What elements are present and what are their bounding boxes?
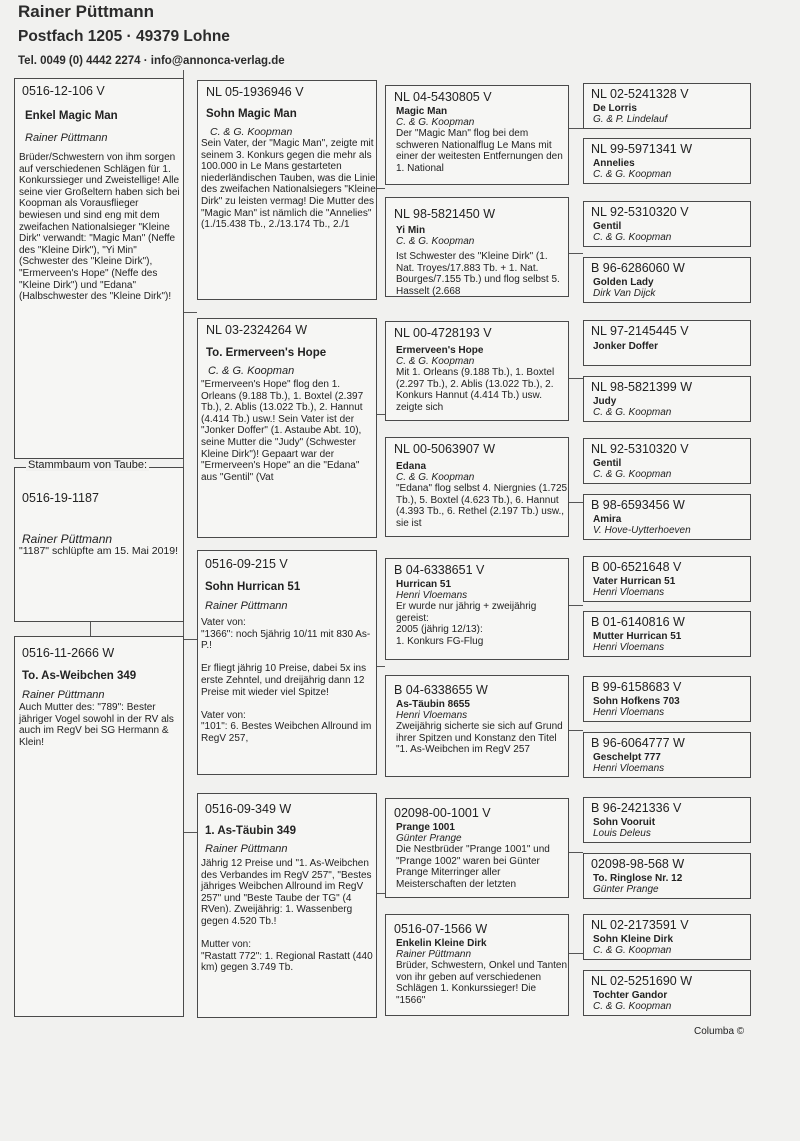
fm-name: To. Ermerveen's Hope <box>206 347 327 359</box>
father-ring: 0516-12-106 V <box>22 84 105 98</box>
g3-card-3 <box>385 321 569 421</box>
g4-ring: NL 97-2145445 V <box>591 324 689 338</box>
g4-owner: C. & G. Koopman <box>593 169 672 180</box>
pedigree-caption: Stammbaum von Taube: <box>28 459 148 471</box>
g4-ring: B 98-6593456 W <box>591 498 685 512</box>
g4-card-15 <box>583 914 751 960</box>
g4-name: Vater Hurrican 51 <box>593 576 676 587</box>
copyright-footer: Columba © <box>694 1026 745 1037</box>
ff-name: Sohn Magic Man <box>206 108 297 120</box>
g3-ring: 0516-07-1566 W <box>394 922 488 936</box>
g3-ring: NL 00-4728193 V <box>394 326 492 340</box>
g3-owner: C. & G. Koopman <box>396 236 475 247</box>
g3-card-4 <box>385 437 569 537</box>
g3-name: Edana <box>396 461 427 472</box>
g4-name: Annelies <box>593 158 635 169</box>
g3-owner: Henri Vloemans <box>396 710 468 721</box>
g4-owner: Dirk Van Dijck <box>593 288 656 299</box>
g4-name: Sohn Vooruit <box>593 817 656 828</box>
mother-owner: Rainer Püttmann <box>22 689 105 701</box>
g3-owner: C. & G. Koopman <box>396 117 475 128</box>
g4-owner: Henri Vloemans <box>593 707 665 718</box>
g4-card-10 <box>583 611 751 657</box>
g4-owner: C. & G. Koopman <box>593 232 672 243</box>
g4-ring: B 96-6286060 W <box>591 261 685 275</box>
g4-owner: Henri Vloemans <box>593 763 665 774</box>
ff-card <box>197 80 377 300</box>
g4-owner: C. & G. Koopman <box>593 945 672 956</box>
g4-name: Geschelpt 777 <box>593 752 661 763</box>
father-text: Brüder/Schwestern von ihm sorgen auf verschiedenen Schlägen für 1. Konkurssieger und Zweistellige! Alle seine vier Großeltern haben sich bei Koopman als Vorausflieger bewiesen und sind eng mit dem zweifachen Nationalsieger "Kleine Dirk" verwandt: "Magic Man" (Neffe des "Kleine Dirk"), "Yi Min" (Schwester des "Kleine Dirk"), "Ermerveen's Hope" (Neffe des "Kleine Dirk") und "Edana" (Halbschwester des "Kleine Dirk")! <box>19 152 180 303</box>
g3-text: Er wurde nur jährig + zweijährig gereist: 2005 (jährig 12/13): 1. Konkurs FG-Flug <box>396 601 537 647</box>
breeder-name: Rainer Püttmann <box>18 2 155 21</box>
g4-ring: B 96-6064777 W <box>591 736 685 750</box>
g3-ring: NL 04-5430805 V <box>394 90 492 104</box>
mm-owner: Rainer Püttmann <box>205 843 288 855</box>
g3-ring: NL 00-5063907 W <box>394 442 495 456</box>
g4-card-13 <box>583 797 751 843</box>
mm-text: Jährig 12 Preise und "1. As-Weibchen des Verbandes im RegV 257", "Bestes jähriges Weibchen Allround im RegV 257" und "Beste Taube der TG" (4 RVen). Zweijährig: 1. Wassenberg gegen 4.520 Tb.! Mutter von: "Rastatt 772": 1. Regional Rastatt (440 km) gegen 3.749 Tb. <box>201 858 373 974</box>
g4-name: Tochter Gandor <box>593 990 668 1001</box>
g4-card-11 <box>583 676 751 722</box>
g4-card-1 <box>583 83 751 129</box>
g3-text: Die Nestbrüder "Prange 1001" und "Prange 1002" waren bei Günter Prange Miterringer aller Meisterschaften der letzten <box>396 844 550 890</box>
g4-card-12 <box>583 732 751 778</box>
g4-name: To. Ringlose Nr. 12 <box>593 873 683 884</box>
g4-card-4 <box>583 257 751 303</box>
g3-card-6 <box>385 675 569 777</box>
mother-name: To. As-Weibchen 349 <box>22 670 137 682</box>
pigeon-text: "1187" schlüpfte am 15. Mai 2019! <box>19 545 179 557</box>
fm-ring: NL 03-2324264 W <box>206 323 307 337</box>
breeder-address: Postfach 1205 · 49379 Lohne <box>18 28 230 45</box>
g4-owner: V. Hove-Uytterhoeven <box>593 525 691 536</box>
g3-name: Ermerveen's Hope <box>396 345 484 356</box>
g3-owner: Rainer Püttmann <box>396 949 472 960</box>
g4-card-16 <box>583 970 751 1016</box>
mf-owner: Rainer Püttmann <box>205 600 288 612</box>
g4-card-3 <box>583 201 751 247</box>
g4-ring: NL 98-5821399 W <box>591 380 692 394</box>
g4-owner: C. & G. Koopman <box>593 1001 672 1012</box>
g3-ring: B 04-6338651 V <box>394 563 485 577</box>
g4-card-7 <box>583 438 751 484</box>
g4-ring: B 99-6158683 V <box>591 680 682 694</box>
g4-card-14 <box>583 853 751 899</box>
g4-card-8 <box>583 494 751 540</box>
g4-owner: Henri Vloemans <box>593 587 665 598</box>
g3-ring: 02098-00-1001 V <box>394 806 491 820</box>
g4-name: Sohn Hofkens 703 <box>593 696 680 707</box>
g4-ring: NL 99-5971341 W <box>591 142 692 156</box>
g4-ring: NL 02-5241328 V <box>591 87 689 101</box>
g4-name: De Lorris <box>593 103 637 114</box>
mother-card <box>14 636 184 1017</box>
mother-ring: 0516-11-2666 W <box>22 646 115 660</box>
father-card <box>14 78 184 459</box>
g3-owner: Günter Prange <box>396 833 462 844</box>
g3-name: As-Täubin 8655 <box>396 699 470 710</box>
pigeon-owner: Rainer Püttmann <box>22 532 113 546</box>
g3-ring: NL 98-5821450 W <box>394 207 495 221</box>
g3-name: Enkelin Kleine Dirk <box>396 938 487 949</box>
g4-name: Judy <box>593 396 617 407</box>
g4-ring: NL 92-5310320 V <box>591 442 689 456</box>
g3-text: Ist Schwester des "Kleine Dirk" (1. Nat. Troyes/17.883 Tb. + 1. Nat. Bourges/7.155 Tb.) und flog selbst 5. Hasselt (2.668 <box>396 251 560 297</box>
g4-name: Gentil <box>593 458 622 469</box>
g3-owner: C. & G. Koopman <box>396 356 475 367</box>
g4-ring: B 00-6521648 V <box>591 560 682 574</box>
g4-owner: Günter Prange <box>593 884 659 895</box>
g4-card-2 <box>583 138 751 184</box>
g4-ring: 02098-98-568 W <box>591 857 685 871</box>
g3-ring: B 04-6338655 W <box>394 683 488 697</box>
g3-text: Zweijährig sicherte sie sich auf Grund ihrer Spitzen und Konstanz den Titel "1. As-Weibchen im RegV 257 <box>396 721 563 756</box>
pigeon-card <box>14 467 184 622</box>
g4-owner: G. & P. Lindelauf <box>593 114 668 125</box>
g4-ring: B 01-6140816 W <box>591 615 685 629</box>
breeder-contact: Tel. 0049 (0) 4442 2274 · info@annonca-verlag.de <box>18 55 285 67</box>
g3-card-5 <box>385 558 569 660</box>
mm-name: 1. As-Täubin 349 <box>205 825 296 837</box>
g4-ring: NL 02-2173591 V <box>591 918 689 932</box>
g3-card-2 <box>385 197 569 297</box>
g3-text: Der "Magic Man" flog bei dem schweren Nationalflug Le Mans mit einer der weitesten Entfernungen den 1. National <box>396 128 563 174</box>
g4-owner: C. & G. Koopman <box>593 469 672 480</box>
g4-name: Gentil <box>593 221 622 232</box>
g3-text: "Edana" flog selbst 4. Niergnies (1.725 Tb.), 5. Boxtel (4.623 Tb.), 6. Hannut (4.393 Tb., 6. Rethel (2.197 Tb.) usw., sie ist <box>396 483 568 529</box>
g3-name: Yi Min <box>396 225 426 236</box>
g4-name: Amira <box>593 514 622 525</box>
father-name: Enkel Magic Man <box>25 110 118 122</box>
g4-name: Jonker Doffer <box>593 341 659 352</box>
g4-ring: NL 92-5310320 V <box>591 205 689 219</box>
g3-name: Hurrican 51 <box>396 579 452 590</box>
mf-text: Vater von: "1366": noch 5jährig 10/11 mit 830 As-P.! Er fliegt jährig 10 Preise, dabei 5x ins erste Zehntel, und dreijährig dann 12 Preise mit wieder viel Spitze! Vater von: "101": 6. Bestes Weibchen Allround im RegV 257, <box>201 617 372 744</box>
father-owner: Rainer Püttmann <box>25 132 108 144</box>
g3-name: Prange 1001 <box>396 822 455 833</box>
g4-card-9 <box>583 556 751 602</box>
g4-name: Golden Lady <box>593 277 654 288</box>
pigeon-ring: 0516-19-1187 <box>22 491 99 505</box>
g3-name: Magic Man <box>396 106 448 117</box>
g4-owner: C. & G. Koopman <box>593 407 672 418</box>
g4-ring: B 96-2421336 V <box>591 801 682 815</box>
g3-text: Mit 1. Orleans (9.188 Tb.), 1. Boxtel (2.297 Tb.), 2. Ablis (13.022 Tb.), 2. Konkurs Hannut (4.414 Tb.) usw. zeigte sich <box>396 367 555 413</box>
ff-text: Sein Vater, der "Magic Man", zeigte mit seinem 3. Konkurs gegen die mehr als 100.000 in Le Mans gestarteten niederländischen Tauben, was die Linie des zweifachen Nationalsiegers "Kleine Dirk" zu leisten vermag! Die Mutter des "Magic Man" ist nämlich die "Annelies" (1./15.438 Tb., 2./13.174 Tb., 2./1 <box>201 138 376 231</box>
g3-owner: Henri Vloemans <box>396 590 468 601</box>
g4-card-5 <box>583 320 751 366</box>
fm-text: "Ermerveen's Hope" flog den 1. Orleans (9.188 Tb.), 1. Boxtel (2.397 Tb.), 2. Ablis (13.022 Tb.), 2. Hannut (4.414 Tb.) usw.! Sein Vater ist der "Jonker Doffer" (1. Astaube Abt. 10), seine Mutter die "Judy" (Schwester Kleine Dirk")! Gepaart war der "Ermerveen's Hope" an die "Edana" aus "Gentil" (Vat <box>201 379 364 483</box>
g4-owner: Henri Vloemans <box>593 642 665 653</box>
mother-text: Auch Mutter des: "789": Bester jähriger Vogel sowohl in der RV als auch im RegV bei SG Hermann & Klein! <box>19 702 174 748</box>
fm-owner: C. & G. Koopman <box>208 365 295 377</box>
fm-card <box>197 318 377 538</box>
mf-card <box>197 550 377 775</box>
mm-card <box>197 793 377 1018</box>
g3-card-8 <box>385 914 569 1016</box>
g4-name: Mutter Hurrican 51 <box>593 631 682 642</box>
g4-card-6 <box>583 376 751 422</box>
mf-ring: 0516-09-215 V <box>205 557 288 571</box>
g3-card-1 <box>385 85 569 185</box>
g3-card-7 <box>385 798 569 898</box>
g4-name: Sohn Kleine Dirk <box>593 934 674 945</box>
g4-owner: Louis Deleus <box>593 828 651 839</box>
mf-name: Sohn Hurrican 51 <box>205 581 301 593</box>
mm-ring: 0516-09-349 W <box>205 802 292 816</box>
g4-ring: NL 02-5251690 W <box>591 974 692 988</box>
ff-ring: NL 05-1936946 V <box>206 85 304 99</box>
g3-owner: C. & G. Koopman <box>396 472 475 483</box>
ff-owner: C. & G. Koopman <box>210 126 293 138</box>
g3-text: Brüder, Schwestern, Onkel und Tanten von ihr geben auf verschiedenen Schlägen 1. Konkurssieger! Die "1566" <box>396 960 568 1006</box>
